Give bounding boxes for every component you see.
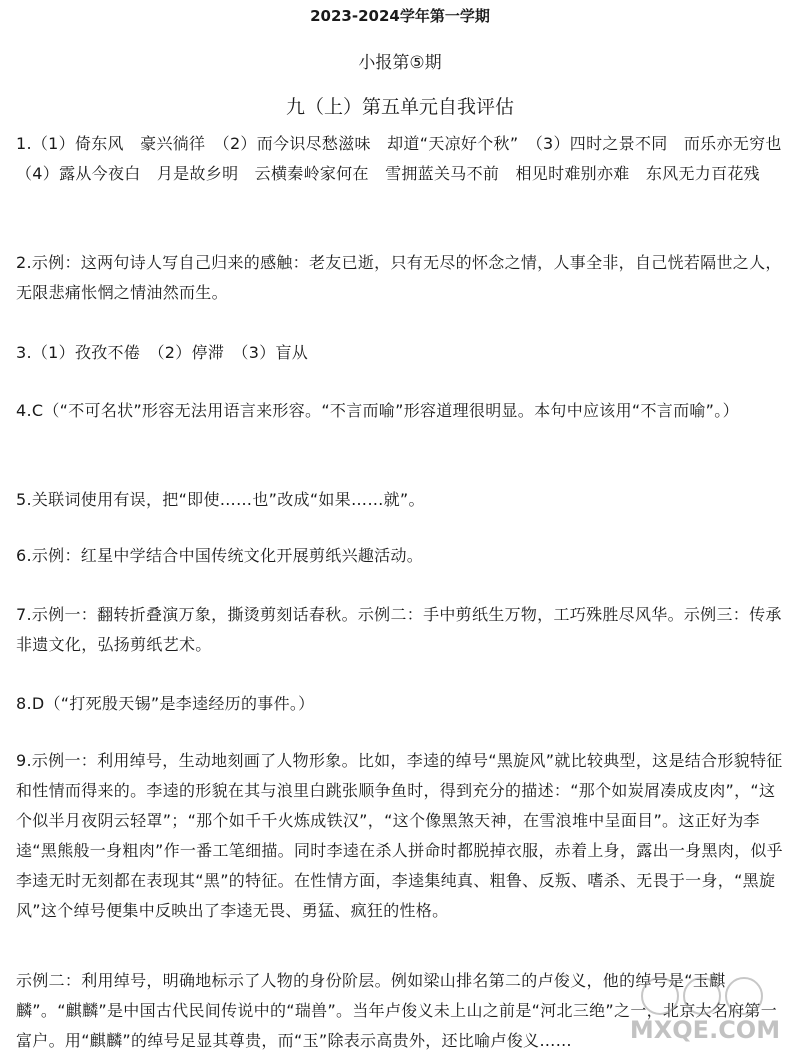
answer-2: 2.示例：这两句诗人写自己归来的感触：老友已逝，只有无尽的怀念之情，人事全非，自己恍若隔世之人，无限悲痛怅惘之情油然而生。 xyxy=(16,253,782,302)
svg-text:MXQE.COM: MXQE.COM xyxy=(629,1016,781,1044)
answer-4: 4.C（“不可名状”形容无法用语言来形容。“不言而喻”形容道理很明显。本句中应该用“不言而喻”。） xyxy=(16,401,739,420)
document-title: 九（上）第五单元自我评估 xyxy=(285,96,514,118)
answer-8: 8.D（“打死殷天锡”是李逵经历的事件。） xyxy=(16,694,315,713)
answer-9-example-2: 示例二：利用绰号，明确地标示了人物的身份阶层。例如梁山排名第二的卢俊义，他的绰号是“玉麒麟”。“麒麟”是中国古代民间传说中的“瑞兽”。当年卢俊义未上山之前是“河北三绝”之一，北京大名府第一富户。用“麒麟”的绰号足显其尊贵，而“玉”除表示高贵外，还比喻卢俊义…… xyxy=(16,971,778,1050)
answer-1: 1.（1）倚东风 豪兴徜徉 （2）而今识尽愁滋味 却道“天凉好个秋” （3）四时之景不同 而乐亦无穷也 （4）露从今夜白 月是故乡明 云横秦岭家何在 雪拥蓝关马不前 相见时难别亦难 东风无力百花残 xyxy=(16,134,798,183)
issue-heading: 小报第⑤期 xyxy=(358,53,442,73)
answer-5: 5.关联词使用有误，把“即使……也”改成“如果……就”。 xyxy=(16,490,425,509)
answer-3: 3.（1）孜孜不倦 （2）停滞 （3）盲从 xyxy=(16,343,309,362)
semester-heading: 2023-2024学年第一学期 xyxy=(310,7,490,25)
answer-7: 7.示例一：翻转折叠演万象，撕烫剪刻话春秋。示例二：手中剪纸生万物，工巧殊胜尽风华。示例三：传承非遗文化，弘扬剪纸艺术。 xyxy=(16,605,782,654)
answer-9: 9.示例一：利用绰号，生动地刻画了人物形象。比如，李逵的绰号“黑旋风”就比较典型，这是结合形貌特征和性情而得来的。李逵的形貌在其与浪里白跳张顺争鱼时，得到充分的描述：“那个如炭屑凑成皮肉”，“这个似半月夜阴云轻罩”；“那个如千千火炼成铁汉”，“这个像黑煞天神，在雪浪堆中呈面目”。这正好为李逵“黑熊般一身粗肉”作一番工笔细描。同时李逵在杀人拼命时都脱掉衣服，赤着上身，露出一身黑肉，似乎李逵无时无刻都在表现其“黑”的特征。在性情方面，李逵集纯真、粗鲁、反叛、嗜杀、无畏于一身，“黑旋风”这个绰号便集中反映出了李逵无畏、勇猛、疯狂的性格。 xyxy=(16,751,783,920)
answer-6: 6.示例：红星中学结合中国传统文化开展剪纸兴趣活动。 xyxy=(16,546,424,565)
